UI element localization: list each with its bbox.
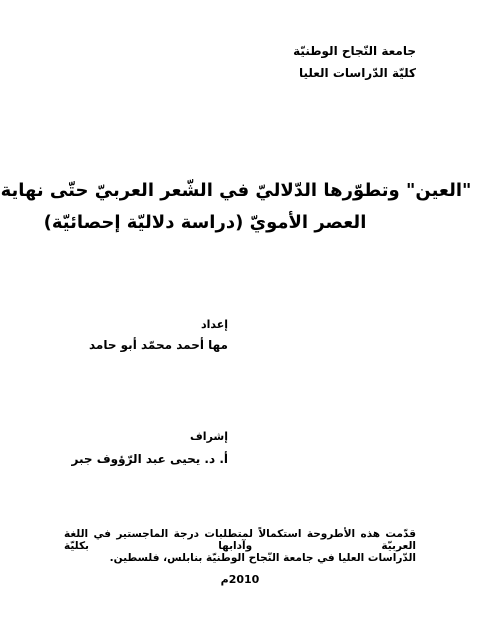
thesis-title-line-2: العصر الأمويّ (دراسة دلاليّة إحصائيّة)	[43, 212, 367, 233]
thesis-title-line-1: "العين" وتطوّرها الدّلاليّ في الشّعر العربيّ حتّى نهاية	[0, 180, 472, 201]
thesis-statement-line-1: قدّمت هذه الأطروحة استكمالاً لمتطلبات درجة الماجستير في اللغة العربيّة وآدابها بكليّة	[64, 528, 416, 552]
year: 2010م	[220, 573, 260, 586]
faculty-name: كليّة الدّراسات العليا	[298, 66, 416, 80]
author-name: مها أحمد محمّد أبو حامد	[88, 338, 228, 352]
supervisor-name: أ. د. يحيى عبد الرّؤوف جبر	[71, 452, 228, 466]
university-name: جامعة النّجاح الوطنيّة	[293, 44, 416, 58]
thesis-statement-line-2: الدّراسات العليا في جامعة النّجاح الوطنيّة بنابلس، فلسطين.	[109, 552, 416, 564]
supervised-by-label: إشراف	[190, 430, 228, 443]
prepared-by-label: إعداد	[200, 318, 228, 331]
